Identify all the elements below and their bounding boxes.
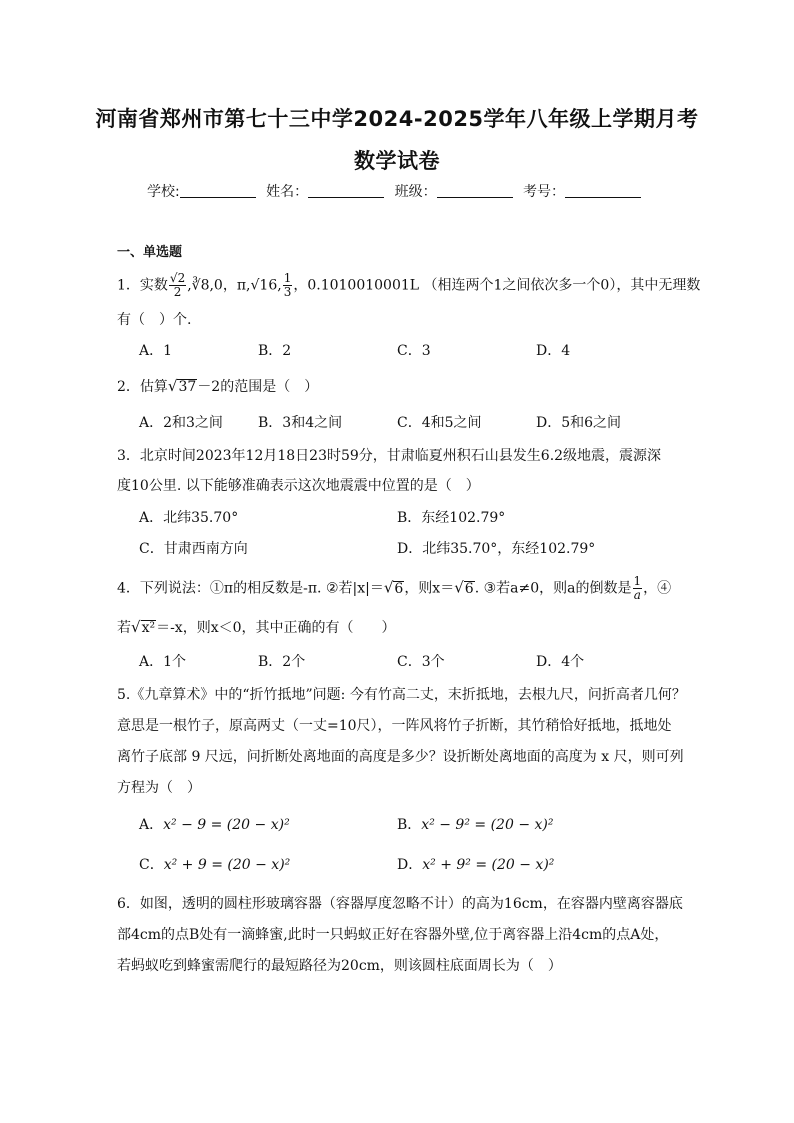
question-5-line2: 意思是一根竹子，原高两丈（一丈=10尺），一阵风将竹子折断，其竹稍恰好抵地，抵地处 (117, 718, 672, 734)
school-label: 学校: (146, 184, 180, 200)
student-info-row (0, 181, 794, 201)
exam-no-label: 考号： (523, 184, 566, 200)
class-label: 班级： (394, 184, 437, 200)
question-1-line1: 1．实数 $\frac{√2}{2}$ ,∛8,0，π,√16, $\frac{1}{3}$ ，0.1010010001L （相连两个1之间依次多一个0），其中无理数 (117, 271, 701, 299)
fraction-one-third: $\frac{1}{3}$ (283, 271, 292, 299)
sqrt-icon: √ (131, 618, 141, 636)
question-1-option-d: D．4 (536, 343, 571, 359)
question-2-option-c: C．4和5之间 (397, 415, 482, 431)
question-1-line2: 有（ ）个. (117, 312, 192, 328)
question-5-option-c: C．x² + 9 = (20 − x)² (139, 857, 291, 873)
question-4-option-c: C．3个 (397, 654, 445, 670)
question-2-option-b: B．3和4之间 (258, 415, 343, 431)
sqrt-icon: √ (383, 578, 394, 597)
question-1-option-b: B．2 (258, 343, 292, 359)
question-2-line1: 2．估算√37－2的范围是（ ） (117, 377, 319, 395)
question-6-line2: 部4cm的点B处有一滴蜂蜜,此时一只蚂蚁正好在容器外壁,位于离容器上沿4cm的点A处， (117, 927, 669, 943)
question-3-option-d: D．北纬35.70°，东经102.79° (397, 541, 596, 557)
question-3-option-a: A．北纬35.70° (139, 510, 239, 526)
question-5-line3: 离竹子底部 9 尺远，问折断处离地面的高度是多少？设折断处离地面的高度为 x 尺，则可列 (117, 749, 684, 765)
question-5-option-b: B．x² − 9² = (20 − x)² (397, 817, 554, 833)
question-3-option-b: B．东经102.79° (397, 510, 506, 526)
question-3-option-c: C．甘肃西南方向 (139, 541, 248, 557)
question-3-line1: 3．北京时间2023年12月18日23时59分，甘肃临夏州积石山县发生6.2级地震，震源深 (117, 448, 662, 464)
question-4-line1: 4．下列说法：①π的相反数是-π. ②若|x|＝√6，则x＝√6. ③若a≠0，则a的倒数是 $\frac{1}{a}$ ，④ (117, 574, 672, 602)
question-6-line3: 若蚂蚁吃到蜂蜜需爬行的最短路径为20cm，则该圆柱底面周长为（ ） (117, 958, 562, 974)
question-5-line4: 方程为（ ） (117, 780, 201, 796)
exam-title-line2: 数学试卷 (354, 149, 440, 173)
question-6-line1: 6．如图，透明的圆柱形玻璃容器（容器厚度忽略不计）的高为16cm，在容器内壁离容器底 (117, 896, 683, 912)
question-5-option-a: A．x² − 9 = (20 − x)² (139, 817, 290, 833)
fraction-sqrt2-over-2: $\frac{√2}{2}$ (169, 271, 186, 299)
question-5-line1: 5.《九章算术》中的“折竹抵地”问题: 今有竹高二丈，末折抵地，去根九尺，问折高者几何？ (117, 687, 686, 703)
question-4-option-b: B．2个 (258, 654, 306, 670)
fraction-one-over-a: $\frac{1}{a}$ (633, 574, 642, 602)
exam-title-line1: 河南省郑州市第七十三中学2024-2025学年八年级上学期月考 (95, 107, 699, 131)
question-3-line2: 度10公里. 以下能够准确表示这次地震震中位置的是（ ） (117, 478, 480, 494)
name-blank (308, 183, 384, 198)
question-4-line2: 若√x²＝-x，则x＜0，其中正确的有（ ） (117, 618, 396, 636)
question-2-option-a: A．2和3之间 (139, 415, 223, 431)
question-5-option-d: D．x² + 9² = (20 − x)² (397, 857, 555, 873)
exam-no-blank (565, 183, 641, 198)
section-title: 一、单选题 (117, 245, 183, 260)
question-1-option-c: C．3 (397, 343, 431, 359)
question-4-option-d: D．4个 (536, 654, 585, 670)
question-2-option-d: D．5和6之间 (536, 415, 622, 431)
name-label: 姓名： (266, 184, 309, 200)
question-1-option-a: A．1 (139, 343, 173, 359)
school-blank (180, 183, 256, 198)
question-4-option-a: A．1个 (139, 654, 187, 670)
sqrt-icon: √ (454, 578, 464, 597)
class-blank (437, 183, 513, 198)
sqrt-icon: √ (167, 377, 178, 395)
